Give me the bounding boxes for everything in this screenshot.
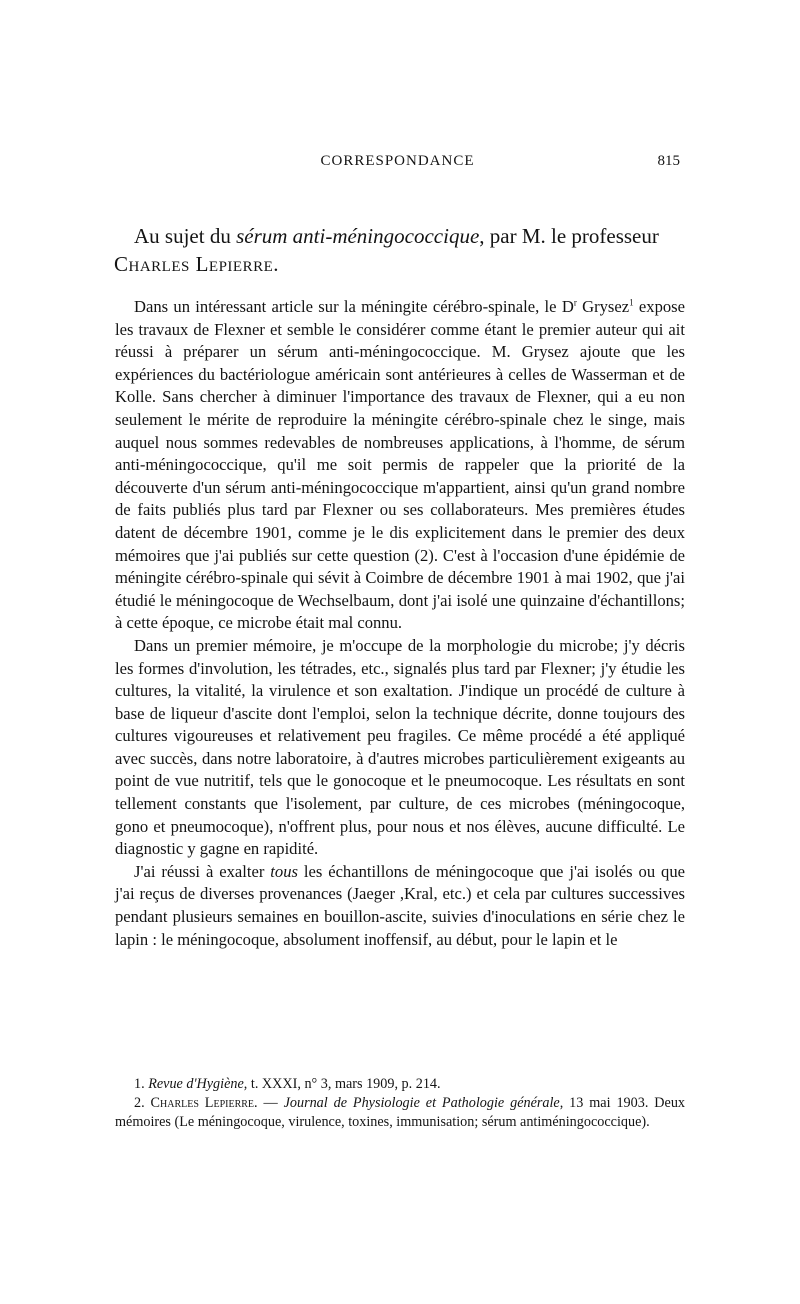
footnote-2 (115, 1094, 685, 1132)
p3-italic: tous (270, 861, 298, 881)
footnote-2-number: 2. (134, 1095, 151, 1111)
page-number: 815 (657, 153, 680, 169)
article-title (114, 222, 684, 278)
p1-text-a: Dans un intéressant article sur la méningite cérébro-spinale, le D (134, 297, 574, 316)
footnote-2-journal: Journal de Physiologie et Pathologie générale (283, 1095, 560, 1111)
footnote-2-dash: — (257, 1095, 284, 1111)
title-line (114, 222, 684, 250)
paragraph-1 (115, 296, 685, 635)
p1-text-c: expose les travaux de Flexner et semble le considérer comme étant le premier auteur qui ait réussi à préparer un sérum anti-méningococcique. M. Grysez ajoute que les expériences du bactériologue américain sont antérieures à celles de Wasserman et de Kolle. Sans chercher à diminuer l'importance des travaux de Flexner, qui a eu non seulement le mérite de reproduire la méningite cérébro-spinale chez le singe, mais auquel nous sommes redevables de nombreuses applications, à l'homme, de sérum anti-méningococcique, qu'il me soit permis de rappeler que la priorité de la découverte d'un sérum anti-méningococcique m'appartient, ainsi qu'un grand nombre de faits publiés plus tard par Flexner ou ses collaborateurs. Mes premières études datent de décembre 1901, comme je le dis explicitement dans le premier des deux mémoires que j'ai publiés sur cette question (2). C'est à l'occasion d'une épidémie de méningite cérébro-spinale qui sévit à Coimbre de décembre 1901 à mai 1902, que j'ai étudié le méningocoque de Wechselbaum, dont j'ai isolé une quinzaine d'échantillons; à cette époque, ce microbe était mal connu. (115, 297, 685, 633)
footnote-ref-1: 1 (629, 297, 634, 308)
footnotes (115, 1075, 685, 1132)
footnote-2-details: , 13 mai 1903. Deux mémoires (Le méningocoque, virulence, toxines, immunisation; sérum antiméningococcique). (115, 1095, 686, 1130)
running-head (115, 153, 680, 175)
running-title: CORRESPONDANCE (320, 153, 475, 169)
doctor-superscript: r (573, 297, 577, 308)
p3-text-b: les échantillons de méningocoque que j'ai isolés ou que j'ai reçus de diverses provenances (Jaeger ,Kral, etc.) et cela par cultures successives pendant plusieurs semaines en bouillon-ascite, suivies d'inoculations en série chez le lapin : le méningocoque, absolument inoffensif, au début, pour le lapin et le (115, 861, 685, 949)
title-author: Charles Lepierre. (114, 252, 280, 276)
article-body (115, 296, 685, 951)
footnote-1-number: 1. (134, 1076, 149, 1092)
footnote-2-author: Charles Lepierre. (150, 1095, 258, 1111)
title-prefix: Au sujet du (134, 224, 237, 248)
paragraph-2: Dans un premier mémoire, je m'occupe de la morphologie du microbe; j'y décris les formes d'involution, les tétrades, etc., signalés plus tard par Flexner; j'y étudie les cultures, la vitalité, la virulence et son exaltation. J'indique un procédé de culture à base de liqueur d'ascite dont l'emploi, selon la technique décrite, donne toujours des cultures vigoureuses et relativement peu fragiles. Ce même procédé a été appliqué avec succès, dans notre laboratoire, à d'autres microbes particulièrement exigeants au point de vue nutritif, tels que le gonocoque et le pneumocoque. Les résultats en sont tellement constants que l'isolement, par culture, de ces microbes (méningocoque, gono et pneumocoque), n'offrent plus, pour nous et nos élèves, aucune difficulté. Le diagnostic y gagne en rapidité. (115, 635, 685, 859)
paragraph-3 (115, 861, 685, 951)
title-suffix: , par M. le professeur (479, 224, 659, 248)
footnote-1-journal: Revue d'Hygiène (148, 1076, 244, 1092)
p1-text-b: Grysez (576, 297, 630, 316)
title-italic: sérum anti-méningococcique (236, 224, 480, 248)
footnote-1-details: , t. XXXI, n° 3, mars 1909, p. 214. (243, 1076, 441, 1092)
footnote-1 (115, 1075, 685, 1094)
p3-text-a: J'ai réussi à exalter (134, 861, 271, 881)
